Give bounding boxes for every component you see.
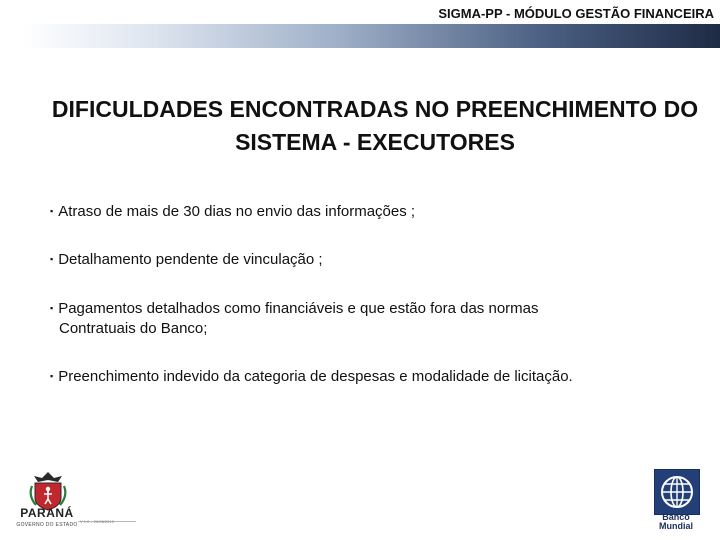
bullet-item <box>50 250 690 270</box>
header-gradient-bar <box>22 24 720 48</box>
world-bank-logo-text <box>648 513 704 531</box>
bullet-list <box>50 202 690 415</box>
bullet-item <box>50 202 690 222</box>
slide-title-line-2: SISTEMA - EXECUTORES <box>235 128 515 155</box>
slide-title <box>40 93 710 158</box>
bullet-text-continuation: Contratuais do Banco; <box>59 319 208 337</box>
footer-version: V 1.0 – 20/06/2013 <box>80 519 114 524</box>
bullet-icon: ▪ <box>50 302 54 313</box>
bullet-icon: ▪ <box>50 254 54 265</box>
parana-logo-subtitle: GOVERNO DO ESTADO <box>16 522 78 528</box>
world-bank-logo-line-1: Banco <box>662 512 690 522</box>
bullet-text: Atraso de mais de 30 dias no envio das informações ; <box>58 203 416 220</box>
world-bank-globe-icon <box>654 469 700 515</box>
bullet-text: Detalhamento pendente de vinculação ; <box>58 251 323 269</box>
world-bank-logo-line-2: Mundial <box>659 521 693 531</box>
bullet-item <box>50 367 690 387</box>
bullet-text: Pagamentos detalhados como financiáveis e que estão fora das normas <box>58 299 539 317</box>
parana-logo-text: PARANÁ <box>20 506 74 520</box>
header-title: SIGMA-PP - MÓDULO GESTÃO FINANCEIRA <box>438 6 714 21</box>
bullet-text: Preenchimento indevido da categoria de despesas e modalidade de licitação. <box>58 368 573 385</box>
bullet-item <box>50 299 690 340</box>
bullet-icon: ▪ <box>50 371 54 381</box>
bullet-icon: ▪ <box>50 206 54 216</box>
slide-title-line-1: DIFICULDADES ENCONTRADAS NO PREENCHIMENTO DO <box>51 96 699 122</box>
